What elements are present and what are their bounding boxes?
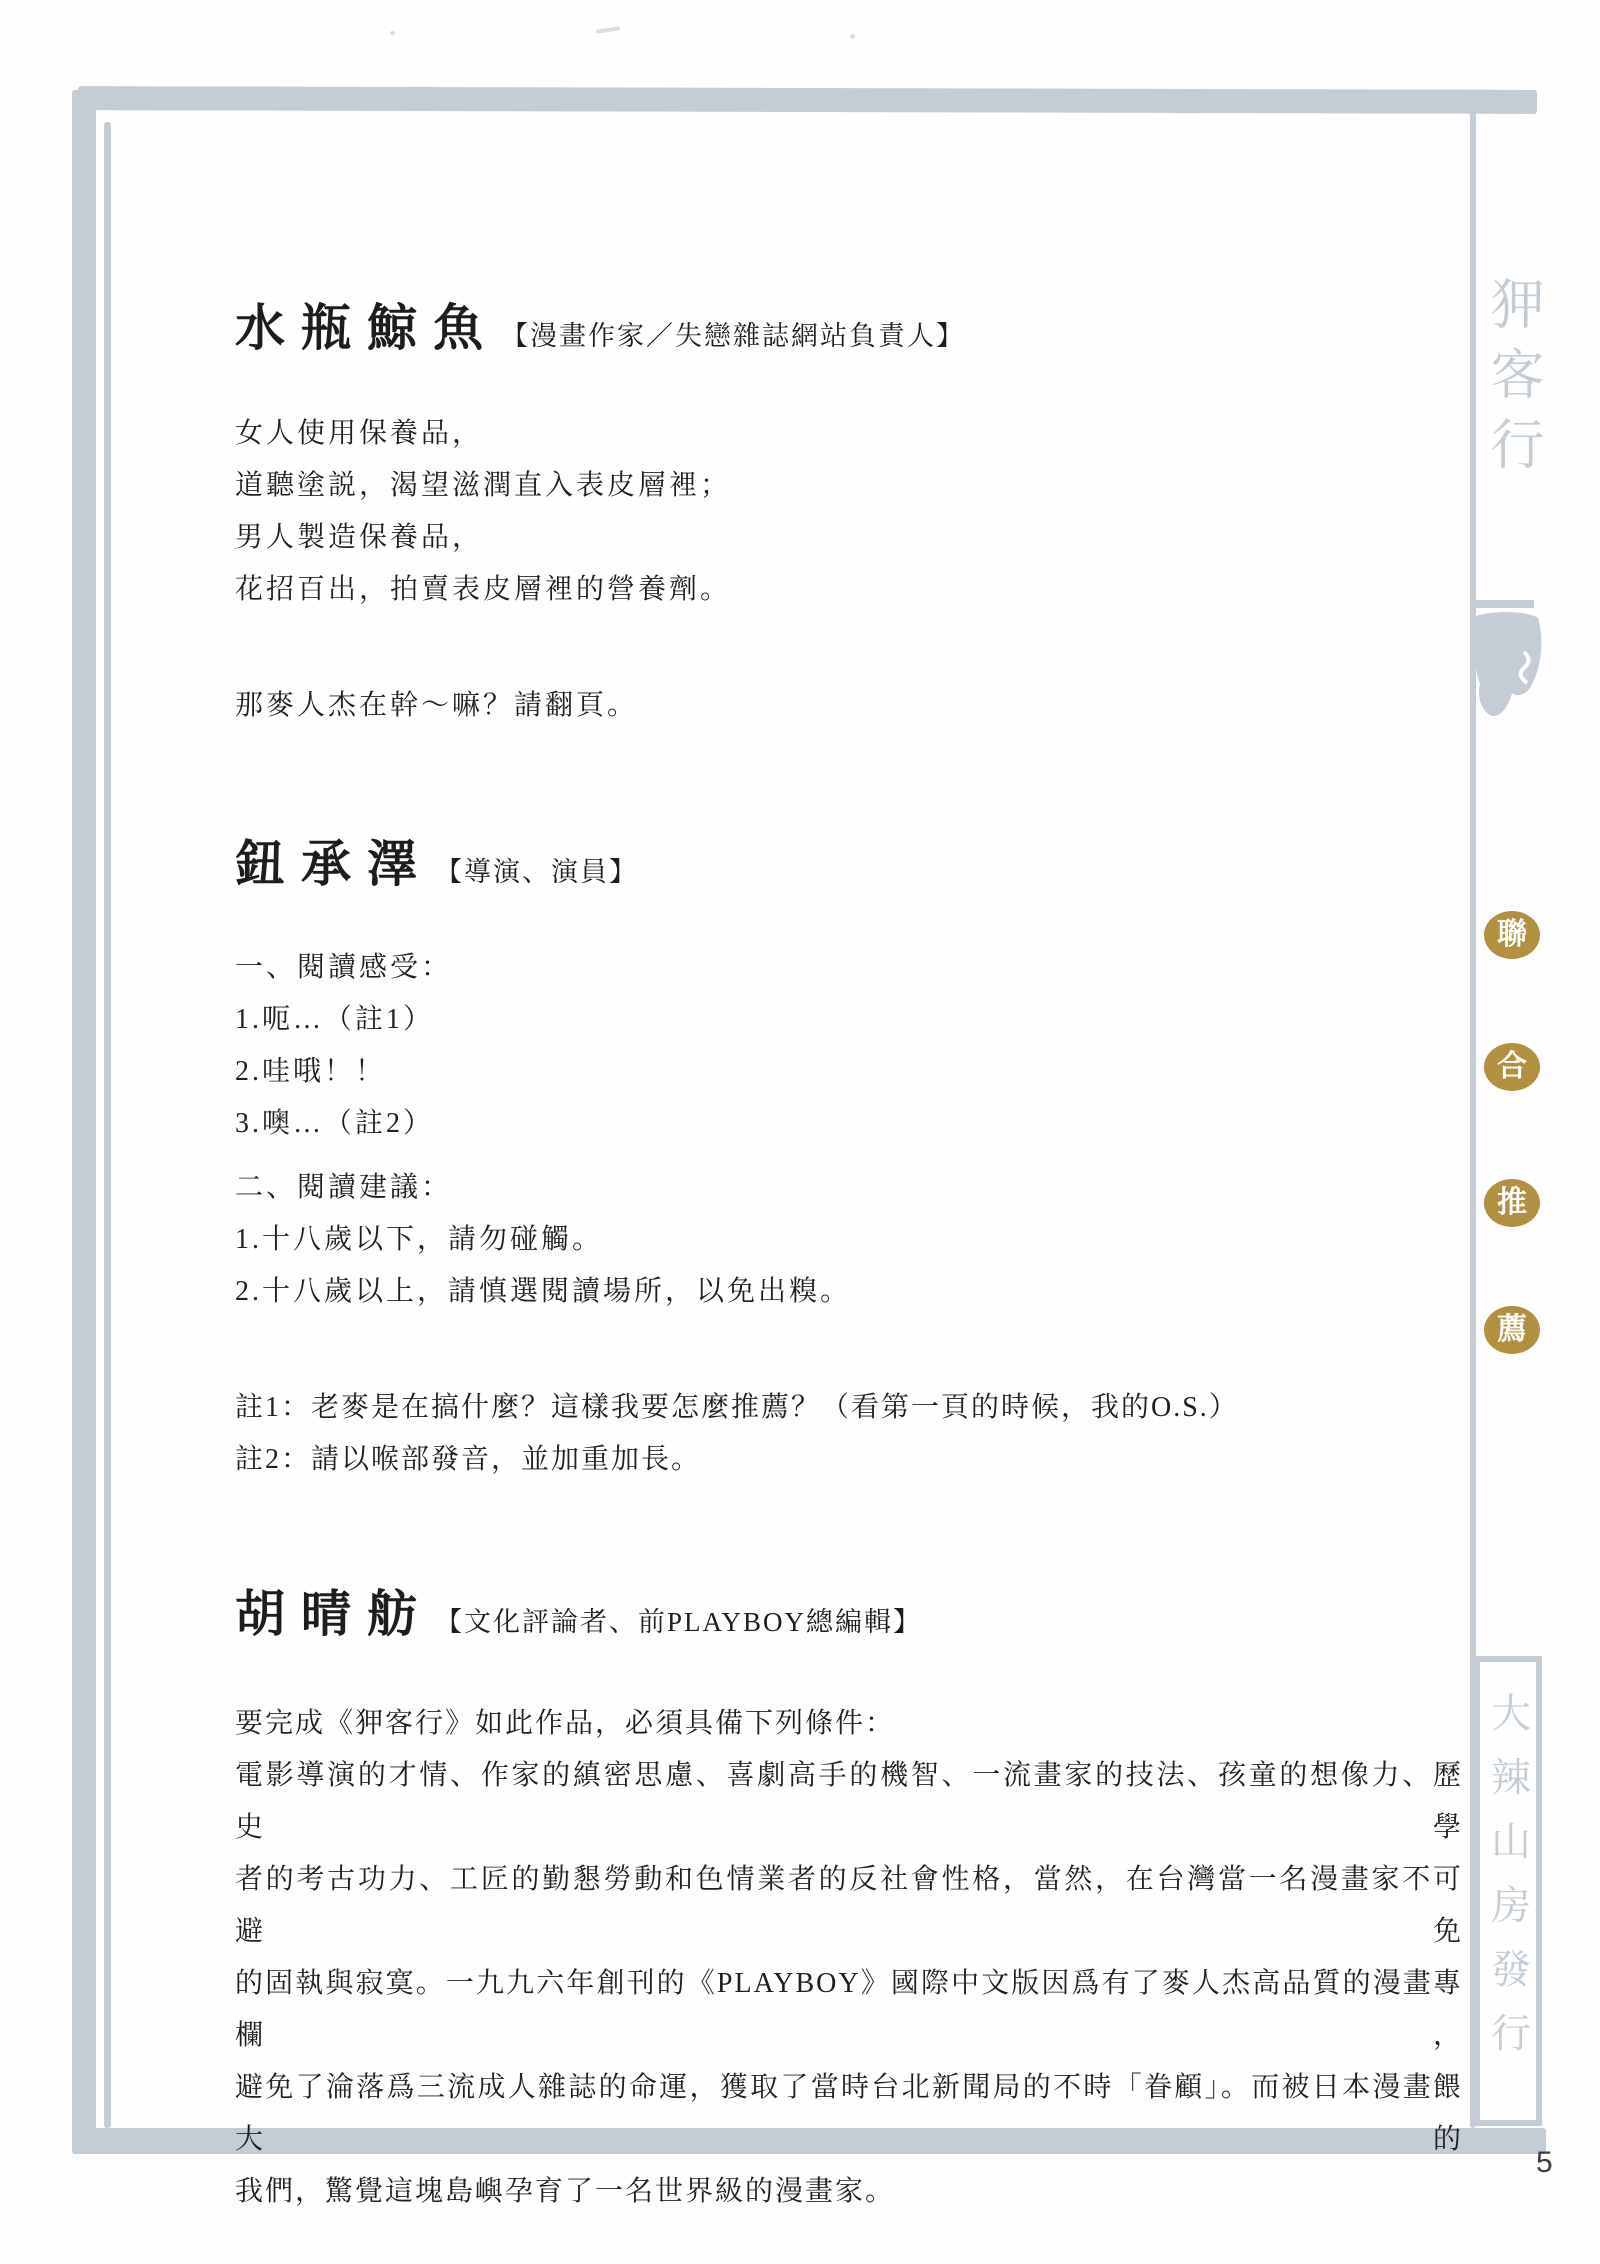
poem-line: 男人製造保養品，	[235, 522, 484, 553]
poem-block	[235, 408, 1463, 616]
section-heading	[235, 296, 1463, 360]
paragraph-line: 要完成《狎客行》如此作品，必須具備下列條件：	[235, 1708, 896, 1739]
poem-line: 花招百出，拍賣表皮層裡的營養劑。	[235, 574, 732, 605]
publisher-seal-box	[1474, 1656, 1542, 2126]
list-line: 2.哇哦！！	[235, 1056, 387, 1087]
footnotes	[235, 1382, 1463, 1486]
publisher-seal-text: 大辣山房發行	[1485, 1692, 1531, 2076]
list-line: 一、閱讀感受：	[235, 952, 453, 983]
ink-blot-decoration	[1468, 594, 1550, 726]
frame-left-border	[72, 90, 96, 2152]
recommend-badge: 合	[1484, 1043, 1540, 1091]
section-recommender-1	[235, 296, 1463, 732]
recommendation-paragraph	[235, 1698, 1463, 2218]
section-recommender-2	[235, 832, 1463, 1486]
paragraph-line: 的固執與寂寞。一九九六年創刊的《PLAYBOY》國際中文版因爲有了麥人杰高品質的漫畫專欄，	[235, 1968, 1463, 2051]
list-line: 2.十八歲以上，請慎選閱讀場所，以免出糗。	[235, 1276, 852, 1307]
list-line: 二、閱讀建議：	[235, 1172, 453, 1203]
paragraph-line: 避免了淪落爲三流成人雜誌的命運，獲取了當時台北新聞局的不時「眷顧」。而被日本漫畫餵大的	[235, 2072, 1463, 2155]
section-heading	[235, 832, 1463, 896]
list-line: 1.十八歲以下，請勿碰觸。	[235, 1224, 604, 1255]
recommend-badge: 薦	[1484, 1306, 1540, 1354]
aside-line: 那麥人杰在幹～嘛？請翻頁。	[235, 690, 639, 721]
recommender-role: 【漫畫作家／失戀雜誌網站負責人】	[501, 321, 965, 351]
recommender-role: 【導演、演員】	[435, 857, 638, 887]
reading-list	[235, 942, 1463, 1318]
paper-speck	[390, 31, 395, 35]
list-line: 1.呃…（註1）	[235, 1004, 435, 1035]
paper-speck	[596, 26, 620, 33]
paragraph-line: 我們，驚覺這塊島嶼孕育了一名世界級的漫畫家。	[235, 2176, 896, 2207]
poem-line: 女人使用保養品，	[235, 418, 484, 449]
list-line: 3.噢…（註2）	[235, 1108, 435, 1139]
paragraph-line: 者的考古功力、工匠的勤懇勞動和色情業者的反社會性格，當然，在台灣當一名漫畫家不可避免	[235, 1864, 1463, 1947]
paragraph-line: 電影導演的才情、作家的縝密思慮、喜劇高手的機智、一流畫家的技法、孩童的想像力、歷史學	[235, 1760, 1463, 1843]
frame-left-inner-line	[104, 122, 111, 2128]
book-title-vertical: 狎客行	[1483, 276, 1543, 486]
recommend-badge: 推	[1484, 1179, 1540, 1227]
recommender-name: 胡晴舫	[235, 1586, 433, 1642]
recommender-name: 鈕承澤	[235, 836, 433, 892]
paper-speck	[850, 34, 855, 39]
recommend-badge: 聯	[1484, 911, 1540, 959]
recommendations-content	[235, 296, 1463, 2218]
recommender-name: 水瓶鯨魚	[235, 300, 499, 356]
section-heading	[235, 1582, 1463, 1646]
section-recommender-3	[235, 1582, 1463, 2218]
footnote-line: 註2：請以喉部發音，並加重加長。	[235, 1444, 702, 1475]
page-number: 5	[1536, 2146, 1553, 2179]
frame-top-border	[78, 86, 1537, 114]
footnote-line: 註1：老麥是在搞什麼？這樣我要怎麼推薦？（看第一頁的時候，我的O.S.）	[235, 1392, 1239, 1423]
recommender-role: 【文化評論者、前PLAYBOY總編輯】	[435, 1607, 923, 1637]
poem-line: 道聽塗説，渴望滋潤直入表皮層裡；	[235, 470, 732, 501]
